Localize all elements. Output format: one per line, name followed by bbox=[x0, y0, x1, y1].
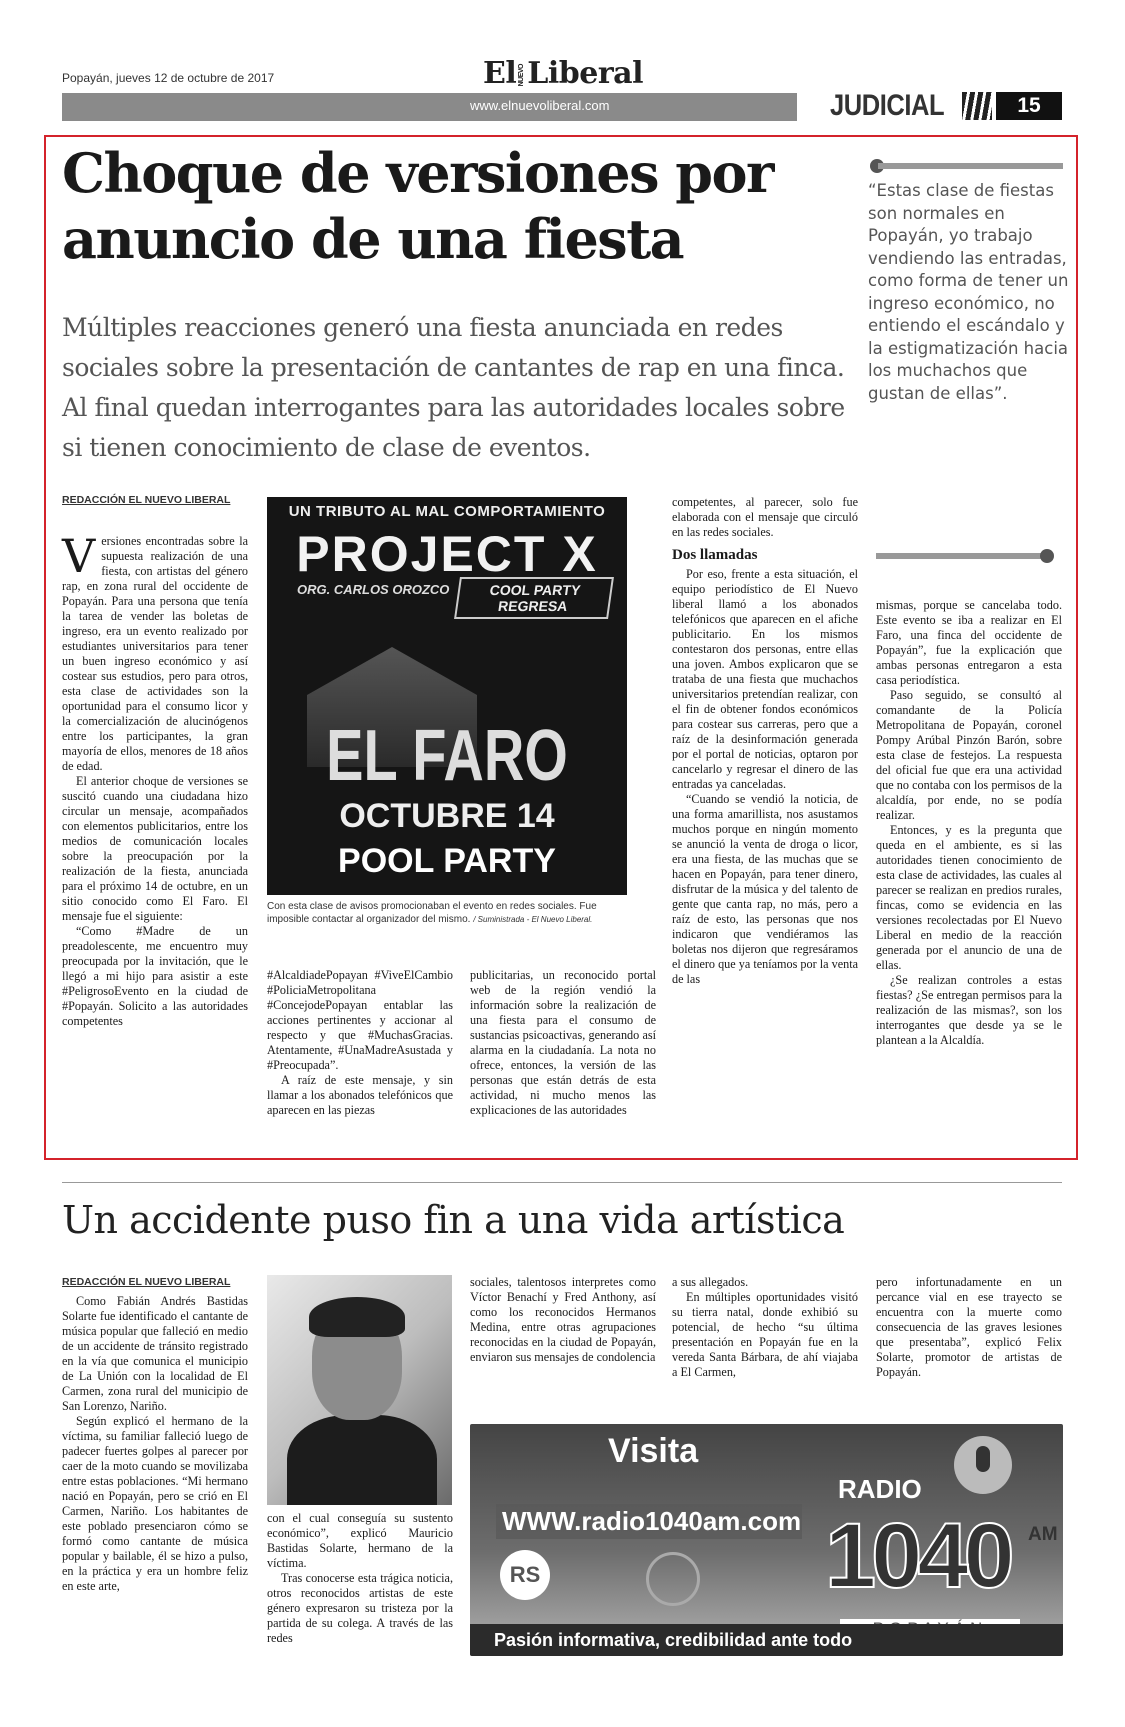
story1-paragraph: Por eso, frente a esta situación, el equipo periodístico de El Nuevo liberal llamó a los abonados telefónicos que aparecen en el afiche publicitario. En los mismos contestaron dos personas, entre ellas una joven. Ambos explicaron que se trataba de una fiesta que muchachos universitarios pretendían realizar, con el fin de obtener fondos económicos para costear sus carreras, pero que a raíz de la desinformación generada por el portal de noticias, optaron por cancelarlo y regresar el dinero de las entradas ya canceladas. bbox=[672, 567, 858, 791]
story1-paragraph: mismas, porque se cancelaba todo. Este evento se iba a realizar en El Faro, una finca del occidente de Popayán”, fue la explicación que ambas personas entregaron a esta casa periodística. bbox=[876, 598, 1062, 687]
circle-watermark-icon bbox=[646, 1552, 700, 1606]
section-label: JUDICIAL bbox=[830, 89, 945, 122]
poster-venue: EL FARO bbox=[326, 713, 568, 796]
story2-column-5 bbox=[876, 1275, 1062, 1380]
poster-caption bbox=[267, 900, 627, 926]
ad-am: AM bbox=[1028, 1524, 1058, 1545]
story1-column-1 bbox=[62, 493, 248, 1029]
rs-logo-icon: RS bbox=[500, 1550, 550, 1600]
dropcap: V bbox=[62, 529, 96, 583]
website-bar bbox=[62, 93, 797, 121]
section-stripes bbox=[962, 92, 992, 120]
caption-text: Con esta clase de avisos promocionaban el evento en redes sociales. Fue imposible contactar al organizador del mismo. bbox=[267, 901, 597, 925]
story2-paragraph: sociales, talentosos interpretes como Víctor Benachí y Fred Anthony, así como los reconocidos Hermanos Medina, entre otras agrupaciones reconocidas en la ciudad de Popayán, enviaron sus mensajes de condolencia bbox=[470, 1275, 656, 1364]
story1-paragraph: El anterior choque de versiones se suscitó cuando una ciudadana hizo circular un mensaje, acompañados con elementos publicitarios, entre los medios de comunicación locales sobre la preocupación por la realización de la fiesta, anunciada para el próximo 14 de octubre, en un sitio conocido como El Faro. El mensaje fue el siguiente: bbox=[62, 774, 248, 923]
story1-column-2 bbox=[267, 968, 453, 1118]
poster-party: POOL PARTY bbox=[338, 842, 556, 880]
section-divider bbox=[62, 1182, 1062, 1183]
poster-title: PROJECT X bbox=[296, 526, 598, 582]
victim-portrait-photo bbox=[267, 1275, 452, 1505]
event-poster-image bbox=[267, 497, 627, 895]
pullquote-rule-bottom bbox=[876, 553, 1046, 559]
story1-byline: REDACCIÓN EL NUEVO LIBERAL bbox=[62, 494, 231, 506]
microphone-icon bbox=[954, 1436, 1012, 1494]
story2-headline: Un accidente puso fin a una vida artística bbox=[62, 1198, 845, 1242]
story2-column-4 bbox=[672, 1275, 858, 1380]
story1-deck: Múltiples reacciones generó una fiesta anunciada en redes sociales sobre la presentación de cantantes de rap en una finca. Al final quedan interrogantes para las autoridades locales sobre si tienen conocimiento de clase de eventos. bbox=[62, 313, 845, 462]
story1-paragraph: “Como #Madre de un preadolescente, me encuentro muy preocupada por la invitación, que le llegó a mi hijo para asistir a este #PeligrosoEvento en la ciudad de #Popayán. Solicito a las autoridades competentes bbox=[62, 924, 248, 1028]
poster-date: OCTUBRE 14 bbox=[339, 797, 555, 835]
story2-byline: REDACCIÓN EL NUEVO LIBERAL bbox=[62, 1276, 231, 1288]
ad-visita: Visita bbox=[608, 1432, 699, 1470]
story2-paragraph: con el cual conseguía su sustento económico”, explicó Mauricio Bastidas Solarte, hermano de la víctima. bbox=[267, 1511, 453, 1570]
logo-nuevo: NUEVO bbox=[518, 63, 526, 87]
story1-paragraph: “Cuando se vendió la noticia, de una forma amarillista, nos asustamos muchos porque en ningún momento se anunció la venta de droga o licor, era una fiesta, de las muchas que se hacen en Popayán, para tener dinero, disfrutar de la música y del talento de gente que canta rap, no más, pero a raíz de esto, las personas que nos indicaron que vendiéramos las boletas nos dijeron que regresáramos el dinero que ya teníamos por la venta de las bbox=[672, 792, 858, 986]
story1-paragraph: ersiones encontradas sobre la supuesta realización de una fiesta, con artistas del género rap, en zona rural del occidente de Popayán. Para una persona que tenía la tarea de vender las boletas de ingreso, era un evento realizado por estudiantes universitarios para tener un buen ingreso económico y así costear sus estudios, pero para otros, esta clase de actividades son la oportunidad para el consumo licor y la comercialización de alucinógenos entre los participantes, la gran mayoría de ellos, menores de 18 años de edad. bbox=[62, 534, 248, 773]
logo-el: El bbox=[483, 56, 517, 91]
photo-shirt bbox=[287, 1415, 437, 1505]
story2-column-2 bbox=[267, 1511, 453, 1646]
page-number: 15 bbox=[996, 92, 1062, 120]
story1-column-5 bbox=[876, 598, 1062, 1048]
story1-paragraph: ¿Se realizan controles a estas fiestas? ¿Se entregan permisos para la realización de las mismas?, son los interrogantes que desde ya se le plantean a la Alcaldía. bbox=[876, 973, 1062, 1047]
story1-paragraph: A raíz de este mensaje, y sin llamar a los abonados telefónicos que aparecen en las piezas bbox=[267, 1073, 453, 1117]
story1-headline: Choque de versiones por anuncio de una fiesta bbox=[62, 141, 774, 271]
photo-hair bbox=[309, 1297, 405, 1337]
ad-url[interactable]: WWW.radio1040am.com bbox=[496, 1504, 802, 1539]
radio-advertisement[interactable] bbox=[470, 1424, 1063, 1656]
poster-line1: UN TRIBUTO AL MAL COMPORTAMIENTO bbox=[288, 503, 606, 520]
pullquote-rule-top bbox=[878, 163, 1063, 169]
caption-credit: / Suministrada - El Nuevo Liberal. bbox=[473, 915, 593, 924]
story2-paragraph: a sus allegados. bbox=[672, 1275, 749, 1289]
poster-org: ORG. CARLOS OROZCO bbox=[297, 582, 450, 597]
story1-paragraph: Entonces, y es la pregunta que queda en el ambiente, es si las autoridades tienen conocimiento de esta clase de actividades, las cuales al parecer se realizan en predios rurales, fincas, como se evidencia en las versiones recolectadas por El Nuevo Liberal en medio de la reacción generada por el anuncio de una de ellas. bbox=[876, 823, 1062, 972]
ad-radio-label: RADIO bbox=[838, 1474, 922, 1504]
story1-paragraph: publicitarias, un reconocido portal web de la región vendió la información sobre la realización de una fiesta para el consumo de sustancias psicoactivas, generando así alarma en la ciudadanía. La nota no ofrece, entonces, la versión de las personas que están detrás de esta actividad, ni mucho menos las explicaciones de las autoridades bbox=[470, 968, 656, 1117]
newspaper-logo bbox=[483, 56, 643, 91]
story1-column-3 bbox=[470, 968, 656, 1118]
pullquote: “Estas clase de fiestas son normales en Popayán, yo trabajo vendiendo las entradas, como forma de tener un ingreso económico, no entiendo el escándalo y la estigmatización hacia los muchachos que gustan de ellas”. bbox=[868, 181, 1069, 403]
story2-paragraph: En múltiples oportunidades visitó su tierra natal, donde exhibió su potencial, de hecho “su última presentación en Popayán fue en la vereda Santa Bárbara, de ahí viajaba a El Carmen, bbox=[672, 1290, 858, 1379]
story1-paragraph: Paso seguido, se consultó al comandante de la Policía Metropolitana de Popayán, coronel Pompy Arúbal Pinzón Barón, sobre esta clase de festejos. La respuesta del oficial fue que era una actividad que no contaba con los permisos de la alcaldía, por ende, no se podía realizar. bbox=[876, 688, 1062, 822]
story1-paragraph: #AlcaldiadePopayan #ViveElCambio #PoliciaMetropolitana #ConcejodePopayan entablar las acciones pertinentes y accionar al respecto y que #MuchasGracias. Atentamente, #UnaMadreAsustada y #Preocupada”. bbox=[267, 968, 453, 1072]
story2-column-3 bbox=[470, 1275, 656, 1365]
story1-subhead: Dos llamadas bbox=[672, 547, 758, 563]
story1-paragraph: competentes, al parecer, solo fue elaborada con el mensaje que circuló en las redes sociales. bbox=[672, 495, 858, 539]
ad-frequency: 1040 bbox=[825, 1505, 1010, 1607]
website-url: www.elnuevoliberal.com bbox=[470, 98, 610, 113]
story2-paragraph: Como Fabián Andrés Bastidas Solarte fue identificado el cantante de música popular que falleció en medio de un accidente de tránsito registrado en la vía que comunica el municipio de La Unión con la localidad de El Carmen, zona rural del municipio de San Lorenzo, Nariño. bbox=[62, 1294, 248, 1413]
story2-paragraph: Según explicó el hermano de la víctima, su familiar falleció luego de padecer fuertes golpes al parecer por caer de la moto cuando se movilizaba entre estas poblaciones. “Mi hermano nació en Popayán, pero se crió en El Carmen, Nariño. Los habitantes de este poblado presenciaron cómo se formó como cantante de música popular y bailable, él se hizo a pulso, en la práctica y era un hombre feliz en este arte, bbox=[62, 1414, 248, 1593]
story2-column-1 bbox=[62, 1275, 248, 1594]
story2-paragraph: pero infortunadamente en un percance vial en ese trayecto se encuentra con la muerte como consecuencia de las graves lesiones que presentaba”, explicó Felix Solarte, promotor de artistas de Popayán. bbox=[876, 1275, 1062, 1379]
dateline: Popayán, jueves 12 de octubre de 2017 bbox=[62, 71, 275, 85]
logo-liberal: Liberal bbox=[527, 56, 643, 91]
pullquote-dot-bottom bbox=[1040, 549, 1054, 563]
story1-column-4 bbox=[672, 495, 858, 987]
story2-paragraph: Tras conocerse esta trágica noticia, otros reconocidos artistas de este género expresaron su tristeza por la partida de su colega. A través de las redes bbox=[267, 1571, 453, 1645]
ad-tagline: Pasión informativa, credibilidad ante todo bbox=[470, 1624, 1063, 1656]
poster-tagline: COOL PARTY REGRESA bbox=[454, 577, 614, 619]
